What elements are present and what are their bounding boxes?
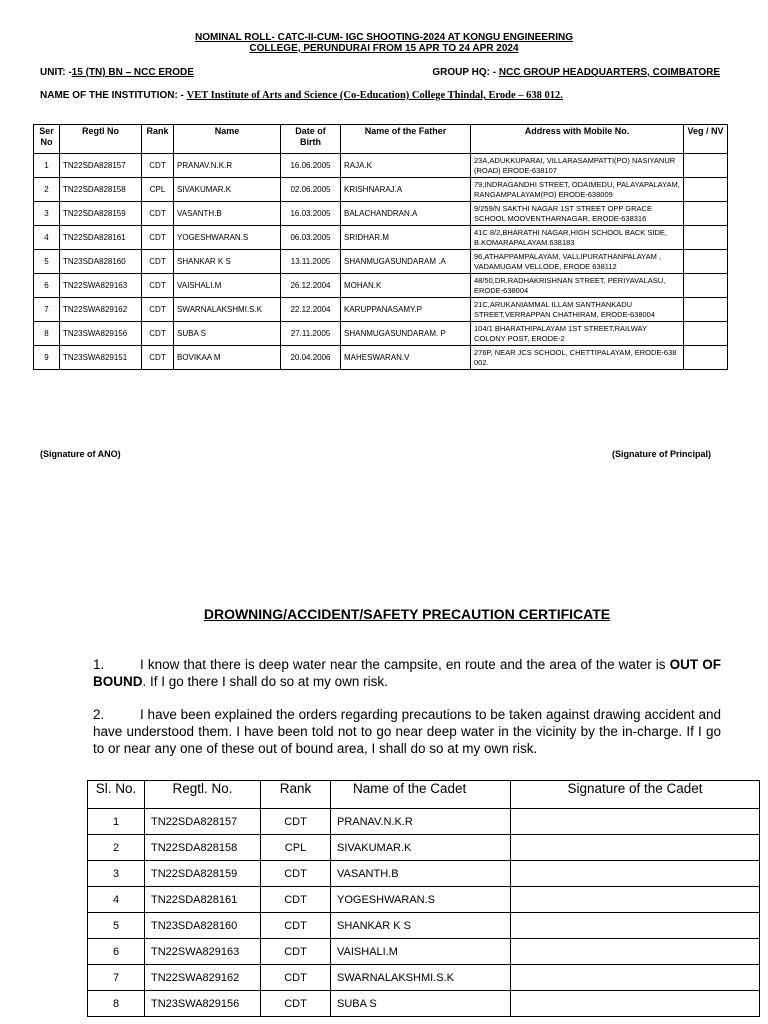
cadet-signature-cell[interactable] (511, 939, 760, 965)
cadet-signature-cell[interactable] (511, 913, 760, 939)
cadet-signature-cell[interactable] (511, 991, 760, 1017)
roll-name: VAISHALI.M (174, 274, 281, 298)
institution-value: VET Institute of Arts and Science (Co-Education) College Thindal, Erode – 638 012. (186, 90, 563, 101)
roll-dob: 16.03.2005 (281, 202, 341, 226)
roll-dob: 20.04.2006 (281, 346, 341, 370)
roll-dob: 26.12.2004 (281, 274, 341, 298)
roll-row (34, 274, 728, 298)
roll-ser: 6 (34, 274, 60, 298)
roll-father: KARUPPANASAMY.P (341, 298, 471, 322)
roll-regtl: TN22SWA829162 (60, 298, 142, 322)
col-sl-no: Sl. No. (88, 781, 145, 809)
cadet-signature-cell[interactable] (511, 835, 760, 861)
para-1-bold: OUT OF BOUND (93, 657, 721, 689)
roll-veg (684, 178, 728, 202)
roll-dob: 27.11.2005 (281, 322, 341, 346)
roll-address: 9/259/N SAKTHI NAGAR 1ST STREET OPP GRACE SCHOOL MOOVENTHARNAGAR, ERODE-638316 (471, 202, 684, 226)
col-regtl-no: Regtl No (60, 125, 142, 154)
roll-rank: CDT (142, 226, 174, 250)
cadet-row (88, 991, 760, 1017)
col-cadet-signature: Signature of the Cadet (511, 781, 760, 809)
roll-row (34, 250, 728, 274)
roll-rank: CDT (142, 202, 174, 226)
roll-ser: 8 (34, 322, 60, 346)
roll-rank: CDT (142, 346, 174, 370)
roll-father: MOHAN.K (341, 274, 471, 298)
cadet-name: SWARNALAKSHMI.S.K (331, 965, 511, 991)
roll-rank: CDT (142, 154, 174, 178)
para-1-tail: . If I go there I shall do so at my own risk. (142, 674, 388, 689)
cadet-name: VASANTH.B (331, 861, 511, 887)
roll-rank: CDT (142, 250, 174, 274)
cadet-row (88, 809, 760, 835)
cadet-regtl: TN22SWA829163 (145, 939, 261, 965)
col-address: Address with Mobile No. (471, 125, 684, 154)
roll-father: BALACHANDRAN.A (341, 202, 471, 226)
unit-line (40, 67, 194, 78)
cadet-name: VAISHALI.M (331, 939, 511, 965)
roll-veg (684, 322, 728, 346)
roll-name: VASANTH.B (174, 202, 281, 226)
cadet-name: SIVAKUMAR.K (331, 835, 511, 861)
roll-father: KRISHNARAJ.A (341, 178, 471, 202)
roll-row (34, 322, 728, 346)
col-rank: Rank (142, 125, 174, 154)
col-cadet-name: Name of the Cadet (331, 781, 511, 809)
col-dob: Date of Birth (281, 125, 341, 154)
certificate-title: DROWNING/ACCIDENT/SAFETY PRECAUTION CERTIFICATE (203, 606, 611, 622)
roll-address: 79,INDRAGANDHI STREET, ODAIMEDU, PALAYAPALAYAM, RANGAMPALAYAM(PO) ERODE-638009 (471, 178, 684, 202)
cadet-sl: 5 (88, 913, 145, 939)
roll-address: 41C 8/2,BHARATHI NAGAR,HIGH SCHOOL BACK SIDE, B.KOMARAPALAYAM.638183 (471, 226, 684, 250)
roll-ser: 5 (34, 250, 60, 274)
group-label: GROUP HQ: - (432, 67, 499, 78)
nominal-roll-title-line1: NOMINAL ROLL- CATC-II-CUM- IGC SHOOTING-2024 AT KONGU ENGINEERING (195, 32, 573, 43)
group-value: NCC GROUP HEADQUARTERS, COIMBATORE (498, 67, 720, 78)
cadet-rank: CDT (261, 861, 331, 887)
roll-name: SIVAKUMAR.K (174, 178, 281, 202)
roll-father: MAHESWARAN.V (341, 346, 471, 370)
cadet-sl: 4 (88, 887, 145, 913)
roll-address: 48/50,DR.RADHAKRISHNAN STREET, PERIYAVALASU, ERODE-638004 (471, 274, 684, 298)
cadet-rank: CDT (261, 965, 331, 991)
roll-ser: 4 (34, 226, 60, 250)
para-1-number: 1. (93, 657, 105, 672)
institution-label: NAME OF THE INSTITUTION: - (40, 90, 187, 101)
roll-row (34, 202, 728, 226)
roll-father: RAJA.K (341, 154, 471, 178)
roll-regtl: TN23SDA828160 (60, 250, 142, 274)
roll-rank: CDT (142, 322, 174, 346)
cadet-signature-cell[interactable] (511, 809, 760, 835)
roll-name: PRANAV.N.K.R (174, 154, 281, 178)
roll-dob: 02.06.2005 (281, 178, 341, 202)
roll-address: 96,ATHAPPAMPALAYAM, VALLIPURATHANPALAYAM , VADAMUGAM VELLODE, ERODE 638112 (471, 250, 684, 274)
cadet-name: SHANKAR K S (331, 913, 511, 939)
cadet-sl: 1 (88, 809, 145, 835)
col-father: Name of the Father (341, 125, 471, 154)
col-cadet-rank: Rank (261, 781, 331, 809)
cadet-regtl: TN23SDA828160 (145, 913, 261, 939)
cadet-row (88, 835, 760, 861)
cadet-sl: 7 (88, 965, 145, 991)
group-hq-line (432, 67, 720, 78)
roll-rank: CDT (142, 274, 174, 298)
roll-row (34, 226, 728, 250)
roll-address: 104/1 BHARATHIPALAYAM 1ST STREET,RAILWAY COLONY POST, ERODE-2 (471, 322, 684, 346)
cadet-sl: 8 (88, 991, 145, 1017)
roll-regtl: TN23SWA829151 (60, 346, 142, 370)
roll-row (34, 178, 728, 202)
roll-veg (684, 298, 728, 322)
roll-veg (684, 226, 728, 250)
roll-name: SHANKAR K S (174, 250, 281, 274)
roll-regtl: TN23SWA829156 (60, 322, 142, 346)
para-2-text: I have been explained the orders regarding precautions to be taken against drawing accident and have understood them. I have been told not to go near deep water in the vicinity by the in-charge. If I go to or near any one of these out of bound area, I shall do so at my own risk. (93, 707, 721, 756)
roll-dob: 06.03.2005 (281, 226, 341, 250)
cadet-rank: CDT (261, 913, 331, 939)
roll-ser: 2 (34, 178, 60, 202)
roll-ser: 3 (34, 202, 60, 226)
cadet-sl: 6 (88, 939, 145, 965)
col-cadet-regtl: Regtl. No. (145, 781, 261, 809)
unit-label: UNIT: - (40, 67, 72, 78)
roll-dob: 16.06.2005 (281, 154, 341, 178)
roll-address: 276P, NEAR JCS SCHOOL, CHETTIPALAYAM, ERODE-638 002. (471, 346, 684, 370)
roll-row (34, 154, 728, 178)
signature-principal: (Signature of Principal) (611, 449, 711, 459)
roll-name: YOGESHWARAN.S (174, 226, 281, 250)
roll-veg (684, 250, 728, 274)
unit-value: 15 (TN) BN – NCC ERODE (71, 67, 194, 78)
roll-address: 21C,ARUKANIAMMAL ILLAM SANTHANKADU STREET,VERRAPPAN CHATHIRAM, ERODE-638004 (471, 298, 684, 322)
nominal-roll-table (33, 124, 728, 370)
roll-father: SHANMUGASUNDARAM. P (341, 322, 471, 346)
cadet-regtl: TN22SDA828161 (145, 887, 261, 913)
cadet-row (88, 939, 760, 965)
cadet-signature-cell[interactable] (511, 887, 760, 913)
certificate-para-1 (93, 656, 721, 690)
roll-ser: 1 (34, 154, 60, 178)
cadet-rank: CDT (261, 809, 331, 835)
cadet-sl: 2 (88, 835, 145, 861)
cadet-name: SUBA S (331, 991, 511, 1017)
roll-regtl: TN22SDA828161 (60, 226, 142, 250)
cadet-row (88, 861, 760, 887)
cadet-regtl: TN22SWA829162 (145, 965, 261, 991)
roll-name: SWARNALAKSHMI.S.K (174, 298, 281, 322)
roll-father: SHANMUGASUNDARAM .A (341, 250, 471, 274)
roll-veg (684, 346, 728, 370)
cadet-rank: CDT (261, 939, 331, 965)
roll-veg (684, 274, 728, 298)
cadet-name: YOGESHWARAN.S (331, 887, 511, 913)
cadet-regtl: TN22SDA828157 (145, 809, 261, 835)
roll-ser: 7 (34, 298, 60, 322)
cadet-signature-table (87, 780, 760, 1017)
cadet-header-row (88, 781, 760, 809)
signature-ano: (Signature of ANO) (40, 449, 121, 459)
roll-veg (684, 202, 728, 226)
roll-regtl: TN22SWA829163 (60, 274, 142, 298)
institution-line (40, 90, 563, 101)
cadet-row (88, 887, 760, 913)
para-1-text: I know that there is deep water near the campsite, en route and the area of the water is (140, 657, 670, 672)
cadet-name: PRANAV.N.K.R (331, 809, 511, 835)
cadet-rank: CDT (261, 887, 331, 913)
roll-rank: CPL (142, 178, 174, 202)
roll-father: SRIDHAR.M (341, 226, 471, 250)
roll-row (34, 346, 728, 370)
cadet-signature-cell[interactable] (511, 965, 760, 991)
roll-row (34, 298, 728, 322)
roll-rank: CDT (142, 298, 174, 322)
roll-name: BOVIKAA M (174, 346, 281, 370)
col-veg: Veg / NV (684, 125, 728, 154)
cadet-rank: CDT (261, 991, 331, 1017)
cadet-regtl: TN22SDA828159 (145, 861, 261, 887)
roll-regtl: TN22SDA828158 (60, 178, 142, 202)
para-2-number: 2. (93, 707, 105, 722)
cadet-regtl: TN22SDA828158 (145, 835, 261, 861)
cadet-row (88, 965, 760, 991)
cadet-signature-cell[interactable] (511, 861, 760, 887)
roll-ser: 9 (34, 346, 60, 370)
roll-address: 23A,ADUKKUPARAI, VILLARASAMPATTI(PO) NASIYANUR (ROAD) ERODE-638107 (471, 154, 684, 178)
nominal-roll-title-line2: COLLEGE, PERUNDURAI FROM 15 APR TO 24 APR 2024 (249, 43, 519, 54)
cadet-rank: CPL (261, 835, 331, 861)
roll-regtl: TN22SDA828157 (60, 154, 142, 178)
roll-dob: 13.11.2005 (281, 250, 341, 274)
cadet-regtl: TN23SWA829156 (145, 991, 261, 1017)
cadet-row (88, 913, 760, 939)
col-ser-no: Ser No (34, 125, 60, 154)
roll-name: SUBA S (174, 322, 281, 346)
certificate-para-2 (93, 706, 721, 757)
roll-veg (684, 154, 728, 178)
roll-regtl: TN22SDA828159 (60, 202, 142, 226)
roll-header-row (34, 125, 728, 154)
roll-dob: 22.12.2004 (281, 298, 341, 322)
cadet-sl: 3 (88, 861, 145, 887)
col-name: Name (174, 125, 281, 154)
